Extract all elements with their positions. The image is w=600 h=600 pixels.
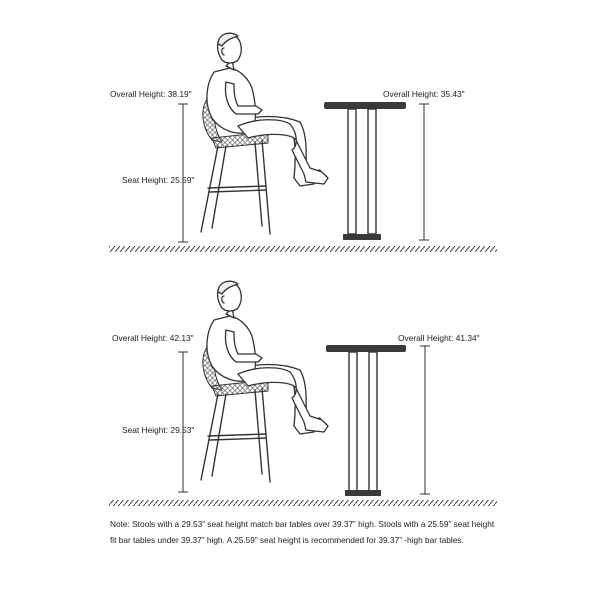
table-height-dimension <box>419 104 429 240</box>
stool-height-dimension <box>178 352 188 492</box>
stool-height-dimension <box>178 104 188 242</box>
table-overall-height-label: Overall Height: 41.34" <box>398 333 480 343</box>
stool-overall-height-label: Overall Height: 38.19" <box>110 89 192 99</box>
floor-line <box>109 500 497 506</box>
seated-person-stool-illustration <box>201 281 328 482</box>
stool-overall-height-label: Overall Height: 42.13" <box>112 333 194 343</box>
bar-table-illustration <box>324 102 406 240</box>
floor-line <box>109 246 497 252</box>
seat-height-label: Seat Height: 29.53" <box>122 425 195 435</box>
seat-height-label: Seat Height: 25.59" <box>122 175 195 185</box>
sizing-note: Note: Stools with a 29.53” seat height match bar tables over 39.37” high. Stools with a 25.59” seat height fit bar tables under 39.37” high. A 25.59” seat height is recommended for 39.37” -high bar tables. <box>110 519 495 545</box>
seated-person-stool-illustration <box>201 33 328 234</box>
table-overall-height-label: Overall Height: 35.43" <box>383 89 465 99</box>
diagram-panel-bottom <box>109 281 497 506</box>
diagram-panel-top <box>109 33 497 252</box>
table-height-dimension <box>420 346 430 494</box>
bar-table-illustration <box>326 345 406 496</box>
